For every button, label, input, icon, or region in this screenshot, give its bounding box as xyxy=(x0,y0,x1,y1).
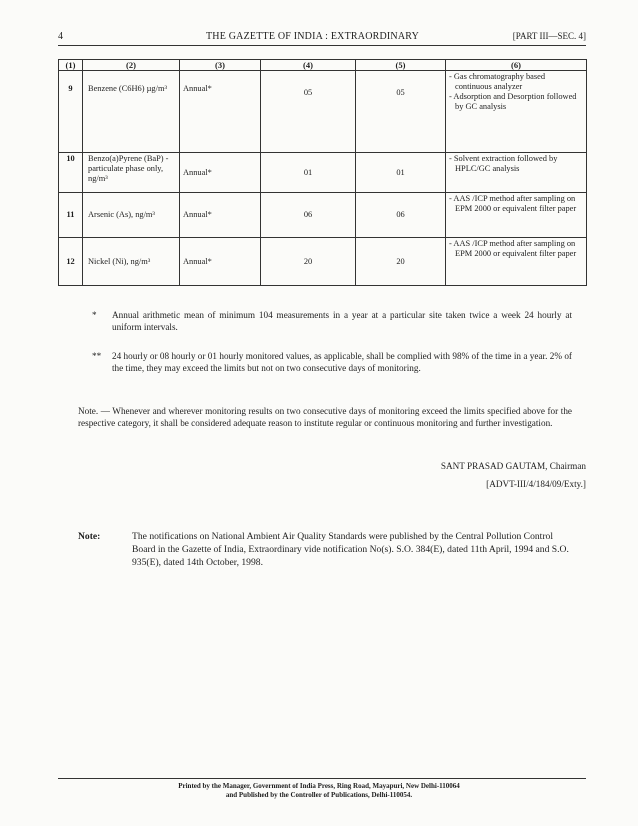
row-number: 12 xyxy=(59,238,83,286)
ecologically-sensitive-value: 05 xyxy=(356,71,446,153)
industrial-area-value: 05 xyxy=(261,71,356,153)
column-header: (3) xyxy=(180,60,261,71)
method-item: - Solvent extraction followed by HPLC/GC analysis xyxy=(449,154,558,173)
pollutant-cell: Benzene (C6H6) µg/m³ xyxy=(83,71,180,153)
column-header: (5) xyxy=(356,60,446,71)
method-item: - Adsorption and Desorption followed by GC analysis xyxy=(449,92,577,111)
page-header xyxy=(58,31,586,45)
ecologically-sensitive-value: 20 xyxy=(356,238,446,286)
pollutant-cell: Arsenic (As), ng/m³ xyxy=(83,193,180,238)
header-rule xyxy=(58,45,586,46)
footnote-hourly xyxy=(92,350,572,374)
column-header: (4) xyxy=(261,60,356,71)
table-row xyxy=(59,71,587,153)
pollutant-cell: Nickel (Ni), ng/m³ xyxy=(83,238,180,286)
industrial-area-value: 20 xyxy=(261,238,356,286)
gazette-title: THE GAZETTE OF INDIA : EXTRAORDINARY xyxy=(206,31,420,42)
printer-footer xyxy=(0,782,638,800)
row-number: 11 xyxy=(59,193,83,238)
time-weighted-average: Annual* xyxy=(180,193,261,238)
page-number: 4 xyxy=(58,31,63,42)
industrial-area-value: 01 xyxy=(261,153,356,193)
row-number: 10 xyxy=(59,153,83,193)
table-row xyxy=(59,238,587,286)
footnote-marker: ** xyxy=(92,351,102,361)
ecologically-sensitive-value: 01 xyxy=(356,153,446,193)
signatory-name: SANT PRASAD GAUTAM, Chairman xyxy=(440,461,586,471)
row-number: 9 xyxy=(59,71,83,153)
pollutant-cell: Benzo(a)Pyrene (BaP) - particulate phase only, ng/m³ xyxy=(83,153,180,193)
monitoring-note: Note. — Whenever and wherever monitoring results on two consecutive days of monitoring exceed the limits specified above for the respective category, it shall be considered adequate reason to institute regular or continuous monitoring and further investigation. xyxy=(78,406,572,428)
footnote-annual xyxy=(92,309,572,333)
footnote-text: 24 hourly or 08 hourly or 01 hourly monitored values, as applicable, shall be complied with 98% of the time in a year. 2% of the time, they may exceed the limits but not on two consecutive days of monitoring. xyxy=(112,351,572,373)
air-quality-standards-table xyxy=(58,59,587,286)
footnote-marker: * xyxy=(92,310,97,320)
method-item: - Gas chromatography based continuous analyzer xyxy=(449,72,546,91)
note-text: The notifications on National Ambient Air Quality Standards were published by the Central Pollution Control Board in the Gazette of India, Extraordinary vide notification No(s). S.O. 384(E), dated 11th April, 1994 and S.O. 935(E), dated 14th October, 1998. xyxy=(132,531,569,568)
footnote-text: Annual arithmetic mean of minimum 104 measurements in a year at a particular site taken twice a week 24 hourly at uniform intervals. xyxy=(112,310,572,332)
table-header-row xyxy=(59,60,587,71)
footer-rule xyxy=(58,778,586,779)
measurement-method-cell xyxy=(446,193,587,238)
table-row xyxy=(59,153,587,193)
measurement-method-cell xyxy=(446,153,587,193)
note-label: Note: xyxy=(78,531,101,542)
time-weighted-average: Annual* xyxy=(180,238,261,286)
time-weighted-average: Annual* xyxy=(180,71,261,153)
footer-line: and Published by the Controller of Publications, Delhi-110054. xyxy=(225,791,413,799)
advt-reference: [ADVT-III/4/184/09/Exty.] xyxy=(486,479,586,489)
industrial-area-value: 06 xyxy=(261,193,356,238)
column-header: (1) xyxy=(59,60,83,71)
column-header: (6) xyxy=(446,60,587,71)
method-item: - AAS /ICP method after sampling on EPM 2000 or equivalent filter paper xyxy=(449,194,577,213)
part-section: [PART III—SEC. 4] xyxy=(512,31,586,41)
measurement-method-cell xyxy=(446,238,587,286)
ecologically-sensitive-value: 06 xyxy=(356,193,446,238)
footer-line: Printed by the Manager, Government of India Press, Ring Road, Mayapuri, New Delhi-110064 xyxy=(178,782,460,790)
measurement-method-cell xyxy=(446,71,587,153)
time-weighted-average: Annual* xyxy=(180,153,261,193)
method-item: - AAS /ICP method after sampling on EPM 2000 or equivalent filter paper xyxy=(449,239,577,258)
table-row xyxy=(59,193,587,238)
column-header: (2) xyxy=(83,60,180,71)
